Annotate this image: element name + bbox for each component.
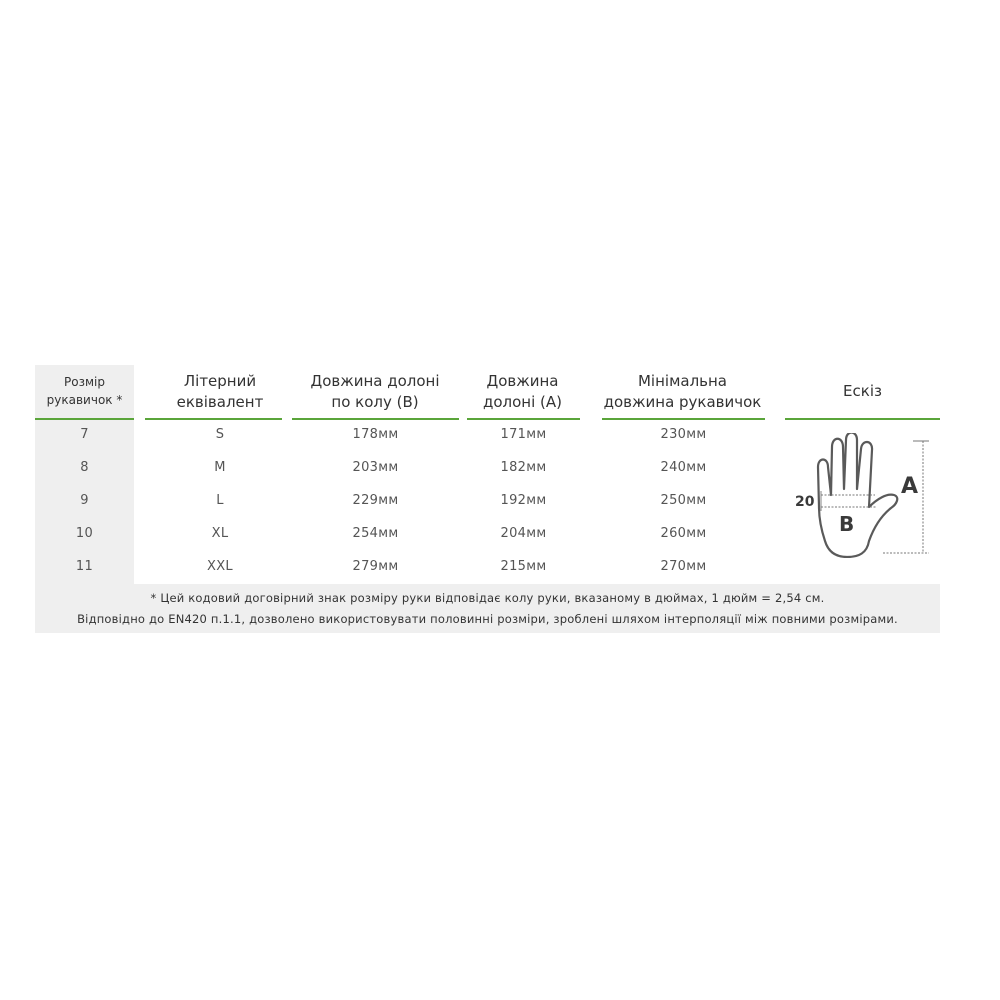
header-circumference [290, 371, 460, 413]
header-circumference-line2: по колу (B) [331, 393, 419, 411]
header-rule-palm-length [467, 418, 580, 420]
cell-circumference-11: 279мм [352, 559, 399, 574]
cell-size-10: 10 [75, 526, 94, 541]
cell-min-length-11: 270мм [660, 559, 707, 574]
footnote-line-2: Відповідно до EN420 п.1.1, дозволено використовувати половинні розміри, зроблені шляхом інтерполяції між повними розмірами. [77, 612, 898, 626]
cell-min-length-8: 240мм [660, 460, 707, 475]
glove-size-table [35, 365, 940, 633]
cell-letter-s: S [215, 427, 225, 442]
cell-min-length-9: 250мм [660, 493, 707, 508]
header-rule-sketch [785, 418, 940, 420]
cell-palm-length-9: 192мм [500, 493, 547, 508]
cell-size-8: 8 [80, 460, 89, 475]
header-sketch-label: Ескіз [843, 382, 882, 400]
cell-size-9: 9 [80, 493, 89, 508]
dimension-20-label: 20 [795, 494, 815, 510]
header-letter [140, 371, 300, 413]
cell-size-11: 11 [75, 559, 94, 574]
cell-palm-length-11: 215мм [500, 559, 547, 574]
cell-palm-length-7: 171мм [500, 427, 547, 442]
header-palm-length [465, 371, 580, 413]
cell-min-length-7: 230мм [660, 427, 707, 442]
header-min-length [600, 371, 765, 413]
header-rule-min-length [602, 418, 765, 420]
dimension-b-label: B [839, 512, 855, 536]
header-letter-line1: Літерний [183, 372, 257, 390]
header-palm-length-line2: долоні (A) [482, 393, 563, 411]
header-sketch [785, 381, 940, 402]
header-min-length-line2: довжина рукавичок [603, 393, 762, 411]
cell-circumference-7: 178мм [352, 427, 399, 442]
hand-sketch [785, 433, 940, 558]
dimension-a-label: A [901, 474, 919, 499]
cell-circumference-10: 254мм [352, 526, 399, 541]
cell-letter-xxl: XXL [207, 559, 233, 574]
header-letter-line2: еквівалент [176, 393, 264, 411]
cell-min-length-10: 260мм [660, 526, 707, 541]
cell-size-7: 7 [80, 427, 89, 442]
cell-letter-xl: XL [211, 526, 229, 541]
footnote-line-1: * Цей кодовий договірний знак розміру руки відповідає колу руки, вказаному в дюймах, 1 дюйм = 2,54 см. [150, 591, 825, 605]
header-rule-letter [145, 418, 282, 420]
header-min-length-line1: Мінімальна [637, 372, 728, 390]
header-size-line2: рукавичок * [46, 393, 123, 407]
header-size [35, 373, 134, 409]
header-rule-size [35, 418, 134, 420]
cell-palm-length-8: 182мм [500, 460, 547, 475]
cell-letter-l: L [216, 493, 224, 508]
header-palm-length-line1: Довжина [486, 372, 559, 390]
cell-circumference-8: 203мм [352, 460, 399, 475]
header-rule-circumference [292, 418, 459, 420]
cell-letter-m: M [214, 460, 226, 475]
header-circumference-line1: Довжина долоні [310, 372, 440, 390]
cell-palm-length-10: 204мм [500, 526, 547, 541]
header-size-line1: Розмір [64, 375, 105, 389]
cell-circumference-9: 229мм [352, 493, 399, 508]
